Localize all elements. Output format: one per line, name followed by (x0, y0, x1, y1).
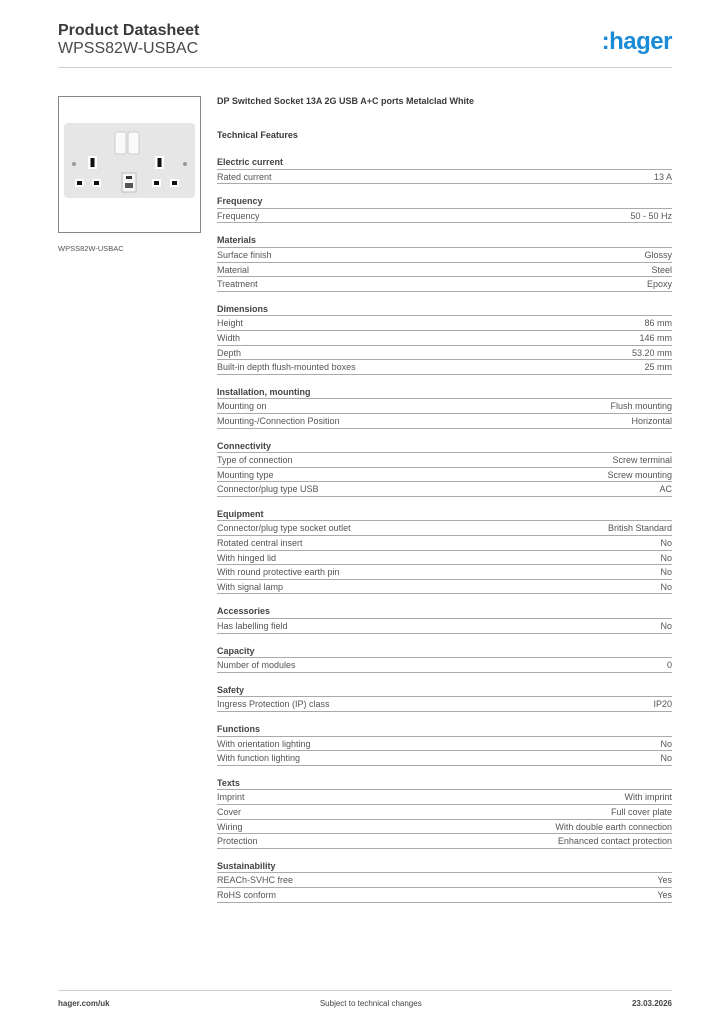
feature-label: With round protective earth pin (217, 567, 340, 578)
footer-date: 23.03.2026 (631, 999, 672, 1008)
feature-value: Glossy (644, 249, 672, 260)
feature-value: 53.20 mm (631, 347, 672, 358)
feature-value: Flush mounting (610, 401, 672, 412)
feature-row (217, 873, 672, 888)
feature-sections (217, 155, 672, 903)
section-title: Materials (217, 233, 672, 248)
feature-label: With orientation lighting (217, 738, 311, 749)
feature-section (217, 302, 672, 375)
section-title: Sustainability (217, 859, 672, 874)
section-title: Capacity (217, 644, 672, 659)
feature-label: Built-in depth flush-mounted boxes (217, 362, 356, 373)
feature-row (217, 170, 672, 185)
feature-value: Screw mounting (607, 469, 672, 480)
feature-value: No (660, 538, 672, 549)
feature-value: IP20 (653, 699, 672, 710)
technical-features-heading: Technical Features (217, 130, 298, 140)
section-title: Electric current (217, 155, 672, 170)
feature-value: Enhanced contact protection (557, 836, 672, 847)
feature-row (217, 619, 672, 634)
feature-value: AC (659, 484, 672, 495)
section-title: Functions (217, 722, 672, 737)
feature-row (217, 805, 672, 820)
feature-section (217, 776, 672, 849)
feature-section (217, 604, 672, 633)
feature-row (217, 888, 672, 903)
feature-value: No (660, 621, 672, 632)
feature-label: REACh-SVHC free (217, 875, 294, 886)
feature-section (217, 507, 672, 595)
feature-value: No (660, 552, 672, 563)
feature-value: 0 (666, 660, 672, 671)
feature-label: Depth (217, 347, 242, 358)
product-image (58, 96, 201, 233)
feature-label: Has labelling field (217, 621, 288, 632)
feature-label: Surface finish (217, 249, 272, 260)
feature-value: 146 mm (639, 332, 672, 343)
feature-value: With double earth connection (555, 821, 672, 832)
hager-logo: :hager (601, 28, 672, 55)
feature-label: Connector/plug type socket outlet (217, 523, 351, 534)
footer-website[interactable]: hager.com/uk (58, 999, 110, 1008)
image-caption: WPSS82W-USBAC (58, 244, 124, 253)
feature-row (217, 658, 672, 673)
feature-row (217, 248, 672, 263)
feature-section (217, 233, 672, 291)
feature-value: No (660, 738, 672, 749)
feature-section (217, 859, 672, 903)
feature-row (217, 536, 672, 551)
feature-label: Type of connection (217, 455, 293, 466)
section-title: Connectivity (217, 439, 672, 454)
footer-disclaimer: Subject to technical changes (319, 999, 422, 1008)
feature-row (217, 751, 672, 766)
feature-label: Mounting on (217, 401, 267, 412)
feature-row (217, 263, 672, 278)
feature-row (217, 580, 672, 595)
feature-value: 50 - 50 Hz (630, 210, 672, 221)
feature-label: With signal lamp (217, 581, 284, 592)
feature-row (217, 399, 672, 414)
feature-value: Yes (657, 875, 672, 886)
section-title: Texts (217, 776, 672, 791)
feature-label: Material (217, 264, 250, 275)
feature-value: British Standard (607, 523, 672, 534)
feature-row (217, 820, 672, 835)
feature-label: Imprint (217, 792, 245, 803)
feature-row (217, 737, 672, 752)
feature-row (217, 521, 672, 536)
section-title: Accessories (217, 604, 672, 619)
feature-section (217, 439, 672, 497)
feature-label: Treatment (217, 279, 258, 290)
feature-row (217, 565, 672, 580)
feature-section (217, 644, 672, 673)
feature-label: Frequency (217, 210, 260, 221)
feature-value: Steel (651, 264, 672, 275)
feature-label: Ingress Protection (IP) class (217, 699, 330, 710)
feature-label: With hinged lid (217, 552, 277, 563)
feature-row (217, 790, 672, 805)
feature-row (217, 834, 672, 849)
feature-section (217, 683, 672, 712)
feature-label: RoHS conform (217, 889, 277, 900)
section-title: Installation, mounting (217, 385, 672, 400)
feature-value: No (660, 753, 672, 764)
page-title: Product Datasheet (58, 22, 200, 39)
feature-value: No (660, 581, 672, 592)
feature-label: Cover (217, 806, 242, 817)
feature-value: Screw terminal (612, 455, 672, 466)
feature-label: Number of modules (217, 660, 296, 671)
feature-value: No (660, 567, 672, 578)
datasheet-content (217, 96, 672, 903)
feature-value: Full cover plate (610, 806, 672, 817)
feature-section (217, 155, 672, 184)
feature-value: 86 mm (644, 318, 672, 329)
section-title: Safety (217, 683, 672, 698)
feature-row (217, 346, 672, 361)
feature-row (217, 414, 672, 429)
feature-label: Mounting type (217, 469, 274, 480)
feature-row (217, 551, 672, 566)
header-divider (58, 67, 672, 68)
feature-row (217, 468, 672, 483)
feature-row (217, 360, 672, 375)
feature-value: Horizontal (631, 415, 672, 426)
feature-label: Height (217, 318, 244, 329)
feature-row (217, 209, 672, 224)
feature-label: Rated current (217, 171, 272, 182)
feature-row (217, 277, 672, 292)
socket-illustration (59, 97, 200, 232)
feature-row (217, 331, 672, 346)
feature-value: 13 A (653, 171, 672, 182)
feature-value: 25 mm (644, 362, 672, 373)
feature-label: Wiring (217, 821, 243, 832)
feature-label: With function lighting (217, 753, 301, 764)
feature-section (217, 194, 672, 223)
feature-label: Connector/plug type USB (217, 484, 319, 495)
feature-row (217, 453, 672, 468)
feature-section (217, 722, 672, 766)
feature-value: With imprint (624, 792, 672, 803)
product-name: DP Switched Socket 13A 2G USB A+C ports Metalclad White (217, 96, 474, 106)
product-code: WPSS82W-USBAC (58, 40, 199, 57)
feature-row (217, 697, 672, 712)
feature-label: Protection (217, 836, 258, 847)
feature-row (217, 482, 672, 497)
feature-label: Rotated central insert (217, 538, 303, 549)
footer (58, 990, 672, 1008)
feature-value: Yes (657, 889, 672, 900)
feature-row (217, 316, 672, 331)
feature-label: Mounting-/Connection Position (217, 415, 340, 426)
section-title: Frequency (217, 194, 672, 209)
feature-section (217, 385, 672, 429)
section-title: Equipment (217, 507, 672, 522)
feature-value: Epoxy (646, 279, 672, 290)
feature-label: Width (217, 332, 241, 343)
section-title: Dimensions (217, 302, 672, 317)
